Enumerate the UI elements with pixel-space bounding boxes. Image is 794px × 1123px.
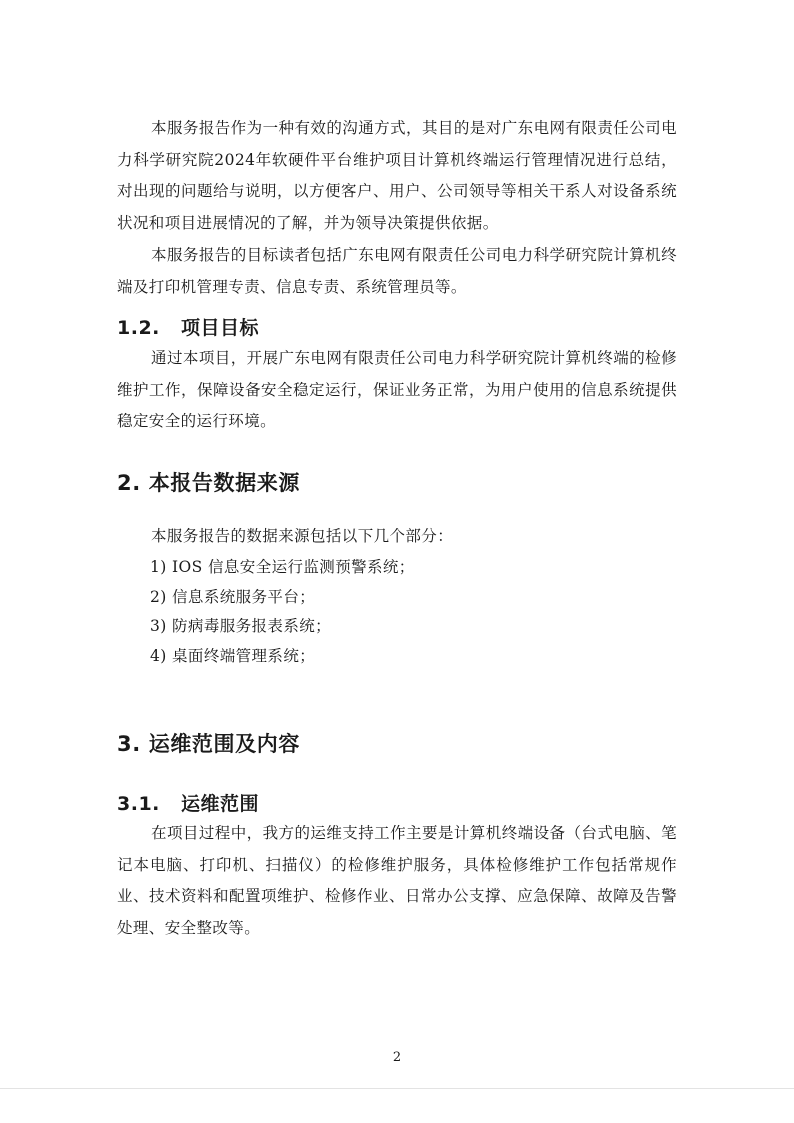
section-1-2-heading xyxy=(117,313,259,340)
section-3-number: 3. xyxy=(117,732,141,756)
list-item: 3) 防病毒服务报表系统； xyxy=(150,617,332,635)
intro-paragraph-1: 本服务报告作为一种有效的沟通方式，其目的是对广东电网有限责任公司电力科学研究院2024年软硬件平台维护项目计算机终端运行管理情况进行总结，对出现的问题给与说明，以方便客户、用户、公司领导等相关干系人对设备系统状况和项目进展情况的了解，并为领导决策提供依据。 xyxy=(117,119,677,232)
list-item: 2) 信息系统服务平台； xyxy=(150,587,316,606)
list-item: 4) 桌面终端管理系统； xyxy=(150,646,316,665)
bottom-rule xyxy=(0,1088,794,1089)
section-2-title: 本报告数据来源 xyxy=(148,471,300,495)
section-2-intro: 本服务报告的数据来源包括以下几个部分： xyxy=(151,527,454,545)
section-3-title: 运维范围及内容 xyxy=(148,732,300,756)
section-3-1-number: 3.1. xyxy=(117,793,160,815)
page-number: 2 xyxy=(392,1050,402,1065)
section-3-1-body: 在项目过程中，我方的运维支持工作主要是计算机终端设备（台式电脑、笔记本电脑、打印机、扫描仪）的检修维护服务，具体检修维护工作包括常规作业、技术资料和配置项维护、检修作业、日常办公支撑、应急保障、故障及告警处理、安全整改等。 xyxy=(117,824,677,937)
section-1-2-title: 项目目标 xyxy=(181,317,260,339)
data-source-list xyxy=(150,553,415,671)
section-1-2-body: 通过本项目，开展广东电网有限责任公司电力科学研究院计算机终端的检修维护工作，保障设备安全稳定运行，保证业务正常，为用户使用的信息系统提供稳定安全的运行环境。 xyxy=(117,349,677,430)
section-3-1-heading xyxy=(117,789,259,816)
intro-paragraph-2: 本服务报告的目标读者包括广东电网有限责任公司电力科学研究院计算机终端及打印机管理专责、信息专责、系统管理员等。 xyxy=(117,246,677,296)
section-3-1-title: 运维范围 xyxy=(181,793,260,815)
list-item: 1) IOS 信息安全运行监测预警系统； xyxy=(150,558,415,576)
section-3-heading xyxy=(117,728,300,758)
section-2-heading xyxy=(117,467,300,497)
section-1-2-number: 1.2. xyxy=(117,317,160,339)
section-2-number: 2. xyxy=(117,471,141,495)
